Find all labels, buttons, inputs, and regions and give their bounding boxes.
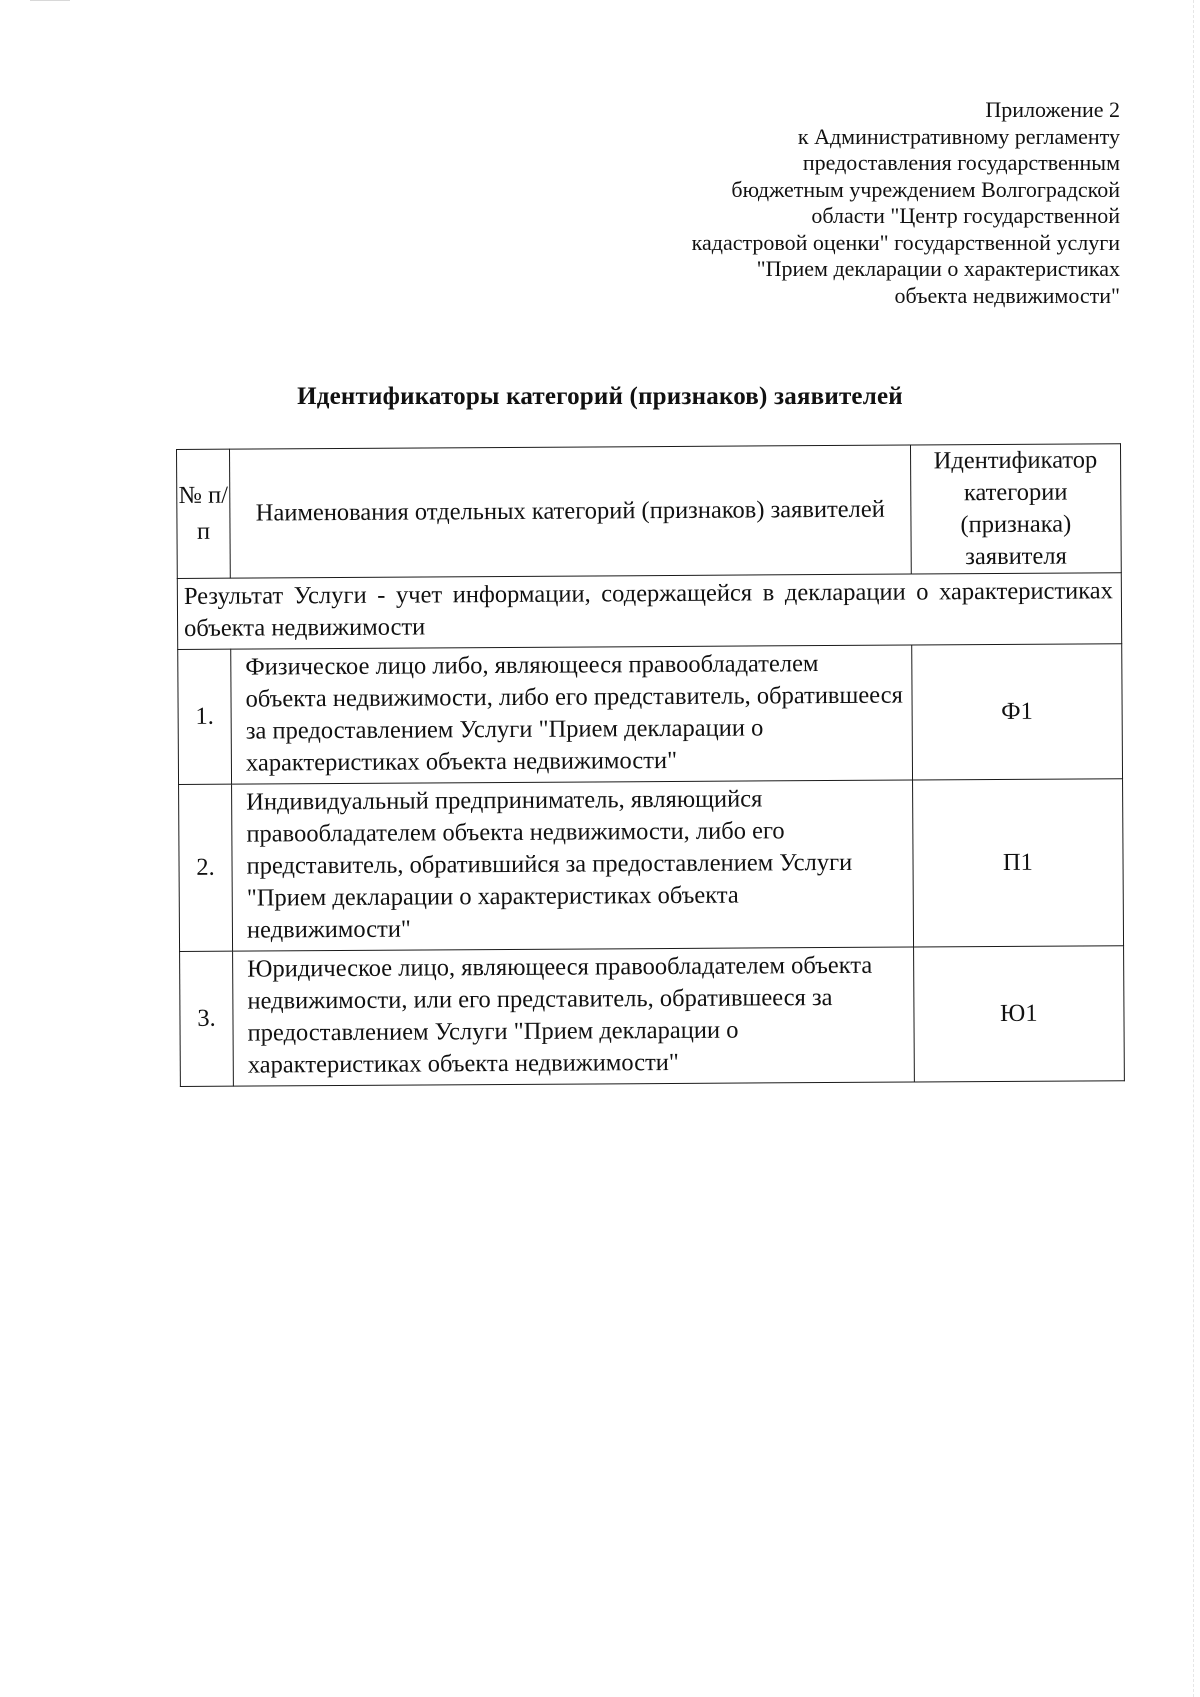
appendix-line: бюджетным учреждением Волгоградской: [731, 176, 1120, 202]
table-row: [180, 946, 1125, 1087]
row-category-text: Индивидуальный предприниматель, являющийся правообладателем объекта недвижимости, либо его представитель, обратившийся за предоставлением Услуги "Прием декларации о характеристиках объекта недвижимости": [246, 785, 853, 944]
row-number: 1.: [178, 649, 232, 784]
appendix-line: Приложение 2: [985, 97, 1120, 122]
row-number: 3.: [180, 951, 234, 1086]
section-row: [177, 573, 1121, 650]
header-category-name: Наименования отдельных категорий (признаков) заявителей: [230, 445, 911, 578]
appendix-line: предоставления государственным: [802, 150, 1120, 175]
row-number: 2.: [179, 784, 233, 951]
row-identifier: Ф1: [911, 644, 1122, 780]
appendix-line: к Административному регламенту: [797, 123, 1120, 149]
appendix-reference: [560, 97, 1120, 309]
page-edge-line: [1193, 0, 1194, 1697]
appendix-line: кадастровой оценки" государственной услуги: [691, 229, 1120, 255]
header-identifier: Идентификатор категории (признака) заявителя: [910, 444, 1121, 574]
scan-artifact: [30, 0, 70, 4]
appendix-line: объекта недвижимости": [894, 282, 1120, 308]
table-row: [178, 644, 1123, 785]
row-category-name: [231, 645, 913, 784]
applicant-categories-table: [176, 443, 1125, 1087]
table-header-row: [177, 444, 1122, 579]
row-category-text: Юридическое лицо, являющееся правообладателем объекта недвижимости, или его представитель, обратившееся за предоставлением Услуги "Прием декларации о характеристиках объекта недвижимости": [247, 951, 873, 1079]
appendix-line: области "Центр государственной: [811, 203, 1120, 228]
row-category-name: [233, 947, 915, 1086]
section-result-text: Результат Услуги - учет информации, содержащейся в декларации о характеристиках объекта недвижимости: [177, 573, 1121, 650]
row-identifier: Ю1: [913, 946, 1124, 1082]
header-number: № п/п: [177, 449, 231, 578]
appendix-line: "Прием декларации о характеристиках: [756, 256, 1120, 281]
document-title: Идентификаторы категорий (признаков) заявителей: [297, 383, 903, 410]
row-category-text: Физическое лицо либо, являющееся правообладателем объекта недвижимости, либо его представитель, обратившееся за предоставлением Услуги "Прием декларации о характеристиках объекта недвижимости": [245, 650, 903, 777]
table-row: [179, 779, 1124, 952]
row-identifier: П1: [912, 779, 1123, 947]
row-category-name: [232, 780, 914, 951]
